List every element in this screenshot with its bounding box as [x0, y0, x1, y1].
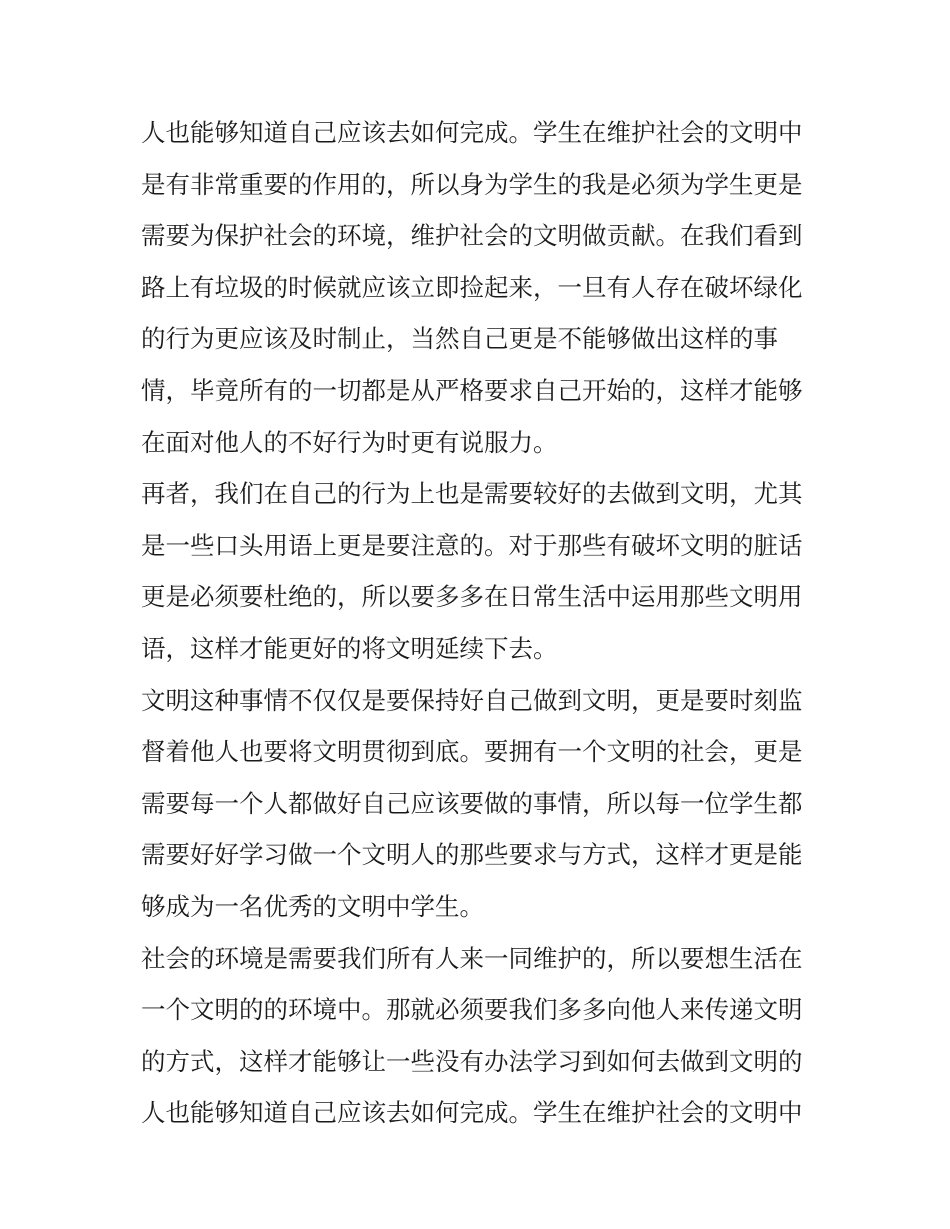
text-line: 路上有垃圾的时候就应该立即捡起来，一旦有人存在破坏绿化 [141, 272, 803, 302]
text-line: 是有非常重要的作用的，所以身为学生的我是必须为学生更是 [141, 169, 803, 199]
text-line: 需要为保护社会的环境，维护社会的文明做贡献。在我们看到 [141, 221, 803, 251]
text-line: 情，毕竟所有的一切都是从严格要求自己开始的，这样才能够 [141, 375, 803, 405]
text-line: 语，这样才能更好的将文明延续下去。 [141, 633, 558, 663]
text-line: 社会的环境是需要我们所有人来一同维护的，所以要想生活在 [141, 943, 803, 973]
text-line: 再者，我们在自己的行为上也是需要较好的去做到文明，尤其 [141, 479, 803, 509]
text-line: 文明这种事情不仅仅是要保持好自己做到文明，更是要时刻监 [141, 685, 803, 715]
text-line: 一个文明的的环境中。那就必须要我们多多向他人来传递文明 [141, 995, 803, 1025]
text-line: 人也能够知道自己应该去如何完成。学生在维护社会的文明中 [141, 118, 803, 147]
text-line: 是一些口头用语上更是要注意的。对于那些有破坏文明的脏话 [141, 530, 803, 560]
text-line: 的方式，这样才能够让一些没有办法学习到如何去做到文明的 [141, 1046, 803, 1076]
text-line: 够成为一名优秀的文明中学生。 [141, 891, 484, 921]
text-line: 更是必须要杜绝的，所以要多多在日常生活中运用那些文明用 [141, 582, 803, 612]
text-line: 需要好好学习做一个文明人的那些要求与方式，这样才更是能 [141, 840, 803, 870]
body-text [141, 107, 817, 1139]
text-line: 的行为更应该及时制止，当然自己更是不能够做出这样的事 [141, 324, 778, 354]
text-line: 需要每一个人都做好自己应该要做的事情，所以每一位学生都 [141, 788, 803, 818]
text-line: 人也能够知道自己应该去如何完成。学生在维护社会的文明中 [141, 1098, 803, 1128]
text-line: 在面对他人的不好行为时更有说服力。 [141, 427, 558, 457]
text-line: 督着他人也要将文明贯彻到底。要拥有一个文明的社会，更是 [141, 737, 803, 767]
